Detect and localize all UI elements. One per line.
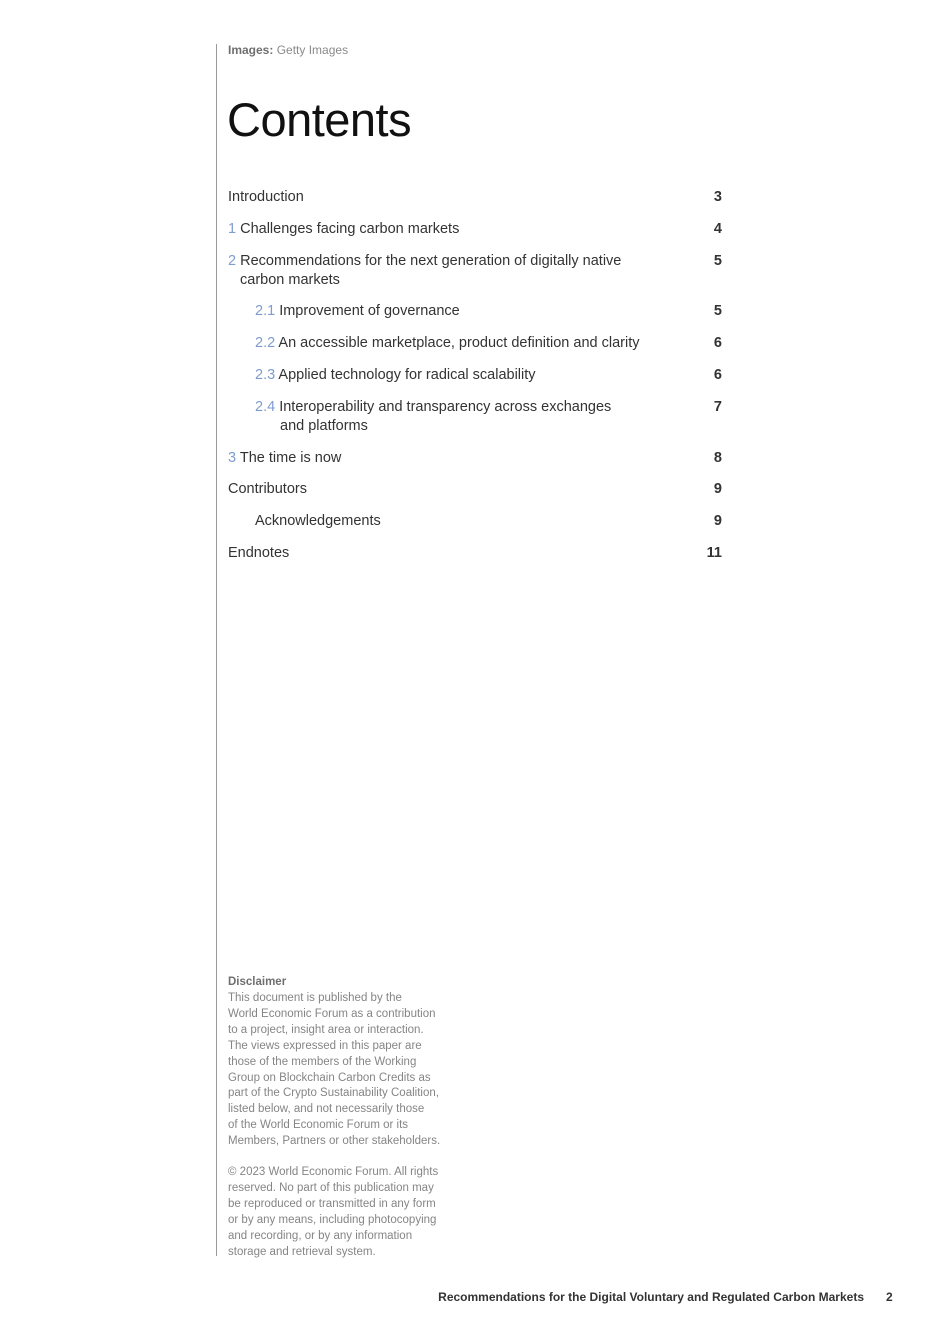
toc-item-acknowledgements[interactable] <box>255 512 722 531</box>
disclaimer-title: Disclaimer <box>228 976 287 988</box>
toc-item-label: 2 Recommendations for the next generation of digitally native carbon markets <box>228 253 622 288</box>
toc-item-technology[interactable] <box>255 366 722 385</box>
page-title: Contents <box>227 93 412 146</box>
toc-item-number: 2.3 <box>255 367 276 383</box>
toc-item-number: 2 <box>228 253 237 269</box>
toc-item-interoperability[interactable] <box>255 398 722 436</box>
toc-item-page: 9 <box>713 481 722 497</box>
toc-item-challenges[interactable] <box>228 220 722 239</box>
toc-item-governance[interactable] <box>255 302 722 321</box>
toc-item-page: 6 <box>713 335 722 351</box>
copyright-notice: © 2023 World Economic Forum. All rights reserved. No part of this publication may be reproduced or transmitted in any form or by any means, including photocopying and recording, or by any information storage and retrieval system. <box>228 1166 439 1258</box>
disclaimer-body: This document is published by the World Economic Forum as a contribution to a project, insight area or interaction. The views expressed in this paper are those of the members of the Working Group on Blockchain Carbon Credits as part of the Crypto Sustainability Coalition, listed below, and not necessarily those of the World Economic Forum or its Members, Partners or other stakeholders. <box>228 992 441 1148</box>
toc-item-number: 1 <box>228 221 237 237</box>
toc-item-label: Acknowledgements <box>255 513 381 529</box>
toc-item-page: 9 <box>713 513 722 529</box>
toc-item-label: 2.4 Interoperability and transparency across exchanges and platforms <box>255 399 612 434</box>
toc-item-number: 2.1 <box>255 303 276 319</box>
toc-item-page: 6 <box>713 367 722 383</box>
toc-item-introduction[interactable] <box>228 188 722 207</box>
toc-item-recommendations[interactable] <box>228 252 722 290</box>
footer-document-title: Recommendations for the Digital Voluntary and Regulated Carbon Markets <box>438 1290 864 1304</box>
toc-item-label: 2.3 Applied technology for radical scalability <box>255 367 536 383</box>
margin-rule <box>216 44 217 1256</box>
toc-item-page: 4 <box>713 221 722 237</box>
toc-item-label: Contributors <box>228 481 307 497</box>
toc-item-page: 7 <box>713 399 722 415</box>
footer-page-number: 2 <box>886 1290 893 1304</box>
toc-item-label: 2.2 An accessible marketplace, product definition and clarity <box>255 335 640 351</box>
toc-item-contributors[interactable] <box>228 480 722 499</box>
toc-item-page: 8 <box>713 450 722 466</box>
toc-item-number: 2.4 <box>255 399 276 415</box>
toc-item-page: 3 <box>713 189 722 205</box>
toc-item-endnotes[interactable] <box>228 544 722 563</box>
toc-item-number: 2.2 <box>255 335 276 351</box>
toc-item-label: 2.1 Improvement of governance <box>255 303 460 319</box>
toc-item-marketplace[interactable] <box>255 334 722 353</box>
toc-item-number: 3 <box>228 450 237 466</box>
toc-item-page: 5 <box>713 253 722 269</box>
images-credit-label: Images: <box>228 43 274 57</box>
toc-item-label: 3 The time is now <box>228 450 342 466</box>
toc-item-label: 1 Challenges facing carbon markets <box>228 221 460 237</box>
images-credit-value: Getty Images <box>276 43 349 57</box>
toc-item-label: Endnotes <box>228 545 290 561</box>
images-credit <box>228 43 348 57</box>
toc-item-time-is-now[interactable] <box>228 449 722 468</box>
toc-item-page: 5 <box>713 303 722 319</box>
toc-item-page: 11 <box>706 545 722 561</box>
toc-item-label: Introduction <box>228 189 304 205</box>
